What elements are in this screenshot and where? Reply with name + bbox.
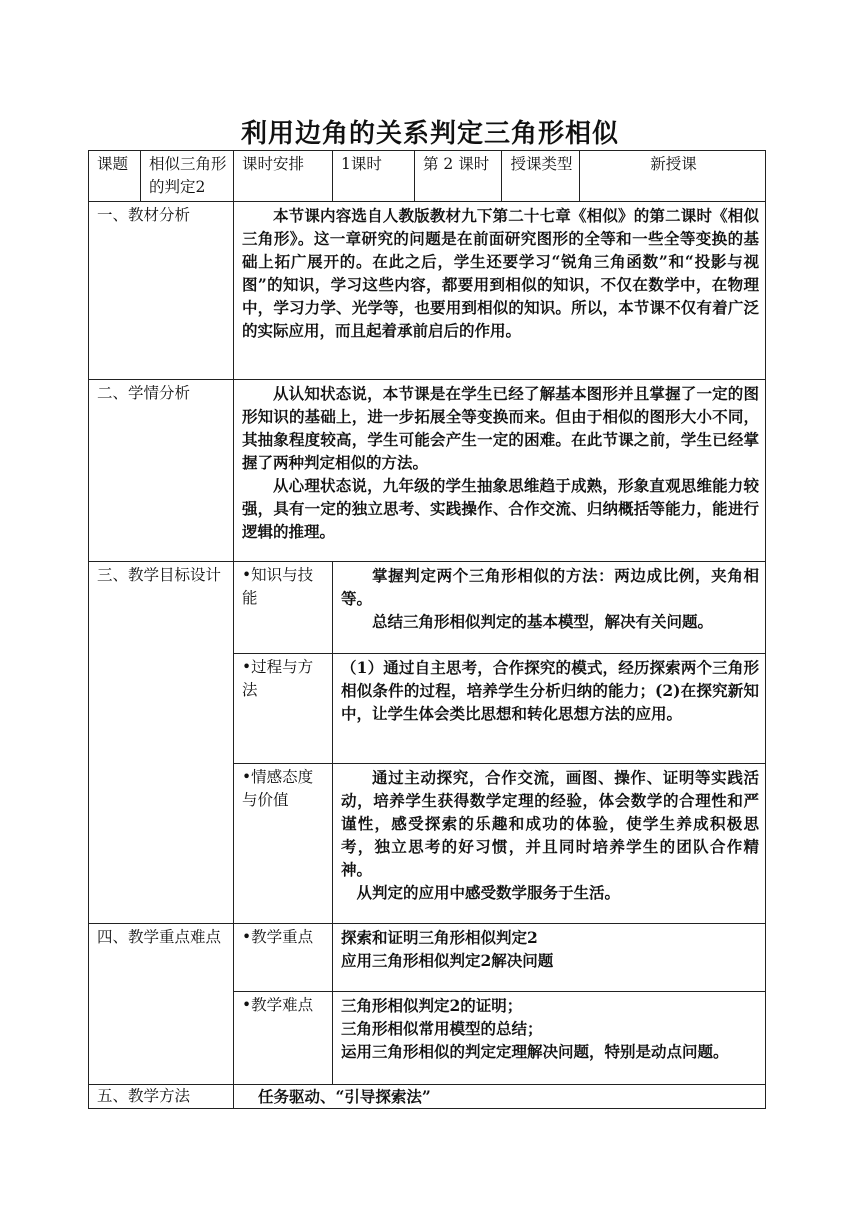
section-label: 一、教材分析: [89, 202, 234, 380]
key-label: •教学重点: [234, 924, 333, 992]
key-line-2: 应用三角形相似判定2解决问题: [341, 951, 554, 970]
section-content: [234, 202, 766, 380]
difficulty-line-1: 三角形相似判定2的证明；: [341, 996, 523, 1015]
students-paragraph-1: 从认知状态说，本节课是在学生已经了解基本图形并且掌握了一定的图形知识的基础上，进一步拓展全等变换而来。但由于相似的图形大小不同，其抽象程度较高，学生可能会产生一定的困难。在此节课之前，学生已经掌握了两种判定相似的方法。: [242, 384, 759, 472]
schedule-label: 课时安排: [234, 151, 333, 202]
document-title: 利用边角的关系判定三角形相似: [240, 119, 619, 149]
key-line-1: 探索和证明三角形相似判定2: [341, 928, 538, 947]
knowledge-line-2: 总结三角形相似判定的基本模型，解决有关问题。: [372, 612, 714, 631]
process-label: •过程与方法: [234, 654, 333, 764]
section-materials: [89, 202, 766, 380]
section-methods: [89, 1085, 766, 1109]
header-row: [89, 151, 766, 202]
emotion-content: [333, 764, 766, 924]
section-students: [89, 380, 766, 562]
type-label: 授课类型: [502, 151, 580, 202]
course-label: 课题: [89, 151, 141, 202]
materials-text: 本节课内容选自人教版教材九下第二十七章《相似》的第二课时《相似三角形》。这一章研究的问题是在前面研究图形的全等和一些全等变换的基础上拓广展开的。在此之后，学生还要学习“锐角三角函数”和“投影与视图”的知识，学习这些内容，都要用到相似的知识，不仅在数学中，在物理中，学习力学、光学等，也要用到相似的知识。所以，本节课不仅有着广泛的实际应用，而且起着承前启后的作用。: [242, 206, 759, 340]
section-content: [234, 380, 766, 562]
difficulty-label: •教学难点: [234, 992, 333, 1085]
knowledge-label: •知识与技能: [234, 562, 333, 654]
schedule-value: 1课时: [333, 151, 415, 202]
emotion-paragraph-2: 从判定的应用中感受数学服务于生活。: [356, 883, 621, 902]
key-content: [333, 924, 766, 992]
process-text: （1）通过自主思考，合作探究的模式，经历探索两个三角形相似条件的过程，培养学生分析归纳的能力；(2)在探究新知中，让学生体会类比思想和转化思想方法的应用。: [341, 658, 759, 723]
section-focus-key: [89, 924, 766, 992]
section-objectives-knowledge: [89, 562, 766, 654]
type-value: 新授课: [580, 151, 766, 202]
students-paragraph-2: 从心理状态说，九年级的学生抽象思维趋于成熟，形象直观思维能力较强，具有一定的独立思考、实践操作、合作交流、归纳概括等能力，能进行逻辑的推理。: [242, 476, 759, 541]
section-label: 二、学情分析: [89, 380, 234, 562]
emotion-paragraph-1: 通过主动探究，合作交流，画图、操作、证明等实践活动，培养学生获得数学定理的经验，体会数学的合理性和严谨性，感受探索的乐趣和成功的体验，使学生养成积极思考，独立思考的好习惯，并且同时培养学生的团队合作精神。: [341, 768, 759, 879]
process-content: [333, 654, 766, 764]
section-label: 四、教学重点难点: [89, 924, 234, 1085]
section-label: 三、教学目标设计: [89, 562, 234, 924]
course-value: 相似三角形的判定2: [141, 151, 234, 202]
difficulty-line-2: 三角形相似常用模型的总结；: [341, 1019, 543, 1038]
methods-text: 任务驱动、“引导探索法”: [234, 1085, 766, 1109]
lesson-number: 第 2 课时: [415, 151, 502, 202]
knowledge-content: [333, 562, 766, 654]
lesson-plan-table: [88, 150, 766, 1109]
emotion-label: •情感态度与价值: [234, 764, 333, 924]
section-label: 五、教学方法: [89, 1085, 234, 1109]
difficulty-content: [333, 992, 766, 1085]
knowledge-line-1: 掌握判定两个三角形相似的方法：两边成比例，夹角相等。: [341, 566, 759, 608]
difficulty-line-3: 运用三角形相似的判定定理解决问题，特别是动点问题。: [341, 1042, 729, 1061]
